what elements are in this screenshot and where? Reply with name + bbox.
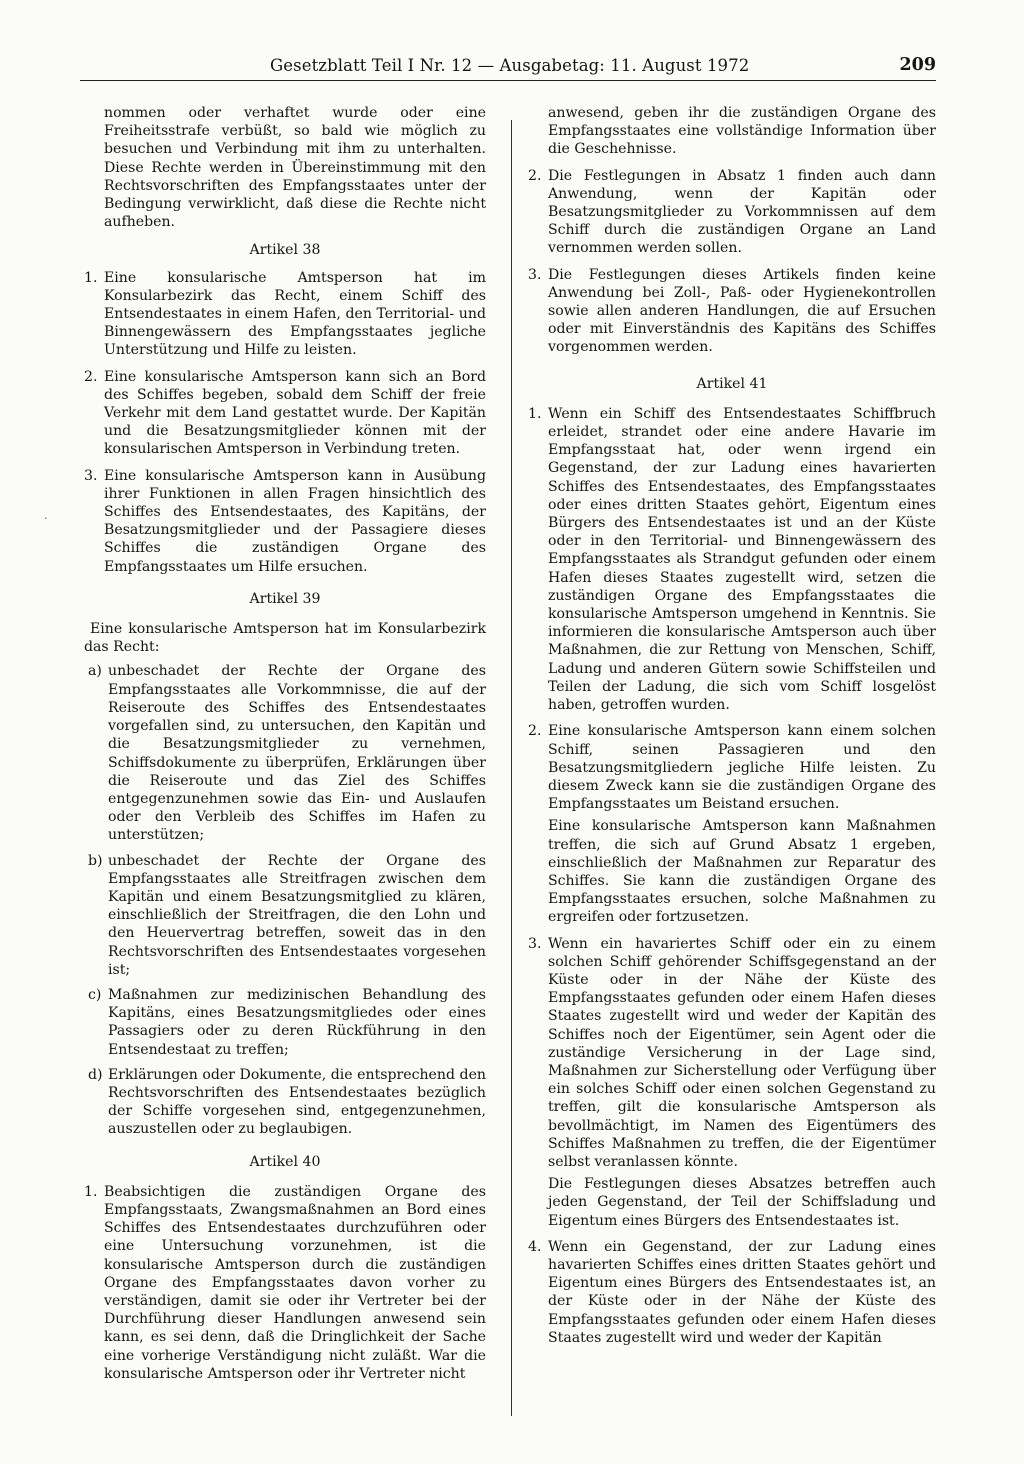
article-40-item <box>528 266 936 357</box>
item-number: 1. <box>528 405 542 422</box>
article-38-item <box>84 467 486 576</box>
page-number: 209 <box>899 55 936 75</box>
article-41-heading: Artikel 41 <box>696 375 768 392</box>
item-text: Eine konsularische Amtsperson kann sich an Bord des Schiffes begeben, sobald dem Schiff der freie Verkehr mit dem Land gestattet wurde. Der Kapitän und die Besatzungsmitglieder können mit der konsularischen Amtsperson in Verbindung treten. <box>104 368 486 458</box>
item-number: 1. <box>84 269 98 286</box>
item-text: Die Festlegungen in Absatz 1 finden auch dann Anwendung, wenn der Kapitän oder Besatzungsmitglieder zu Vorkommnissen auf dem Schiff durch die zuständigen Organe an Land vernommen werden sollen. <box>548 167 936 257</box>
item-letter: b) <box>88 852 103 869</box>
item-text: Maßnahmen zur medizinischen Behandlung des Kapitäns, eines Besatzungsmitgliedes oder eines Passagiers oder zu deren Rückführung in den Entsendestaat zu treffen; <box>108 986 486 1058</box>
article-41-item <box>528 935 936 1172</box>
item-number: 4. <box>528 1238 542 1255</box>
column-divider <box>511 120 512 1416</box>
margin-mark: · <box>44 512 48 525</box>
article-39-item <box>84 662 486 844</box>
item-text: Eine konsularische Amtsperson hat im Konsularbezirk das Recht, einem Schiff des Entsendestaates in einem Hafen, den Territorial- und Binnengewässern des Empfangsstaates jegliche Unterstützung und Hilfe zu leisten. <box>104 269 486 359</box>
item-number: 1. <box>84 1183 98 1200</box>
item-text: Beabsichtigen die zuständigen Organe des Empfangsstaats, Zwangsmaßnahmen an Bord eines Schiffes des Entsendestaates durchzuführen oder eine Untersuchung vorzunehmen, ist die konsularische Amtsperson durch die zuständigen Organe des Empfangsstaates davon vorher zu verständigen, damit sie oder ihr Vertreter bei der Durchführung dieser Handlungen anwesend sein kann, es sei denn, daß die Dringlichkeit der Sache eine vorherige Verständigung nicht zuläßt. War die konsularische Amtsperson oder ihr Vertreter nicht <box>104 1183 486 1382</box>
item-number: 3. <box>528 935 542 952</box>
item-text: Eine konsularische Amtsperson kann einem solchen Schiff, seinen Passagieren und den Besatzungsmitgliedern jegliche Hilfe leisten. Zu diesem Zweck kann sie die zuständigen Organe des Empfangsstaates um Beistand ersuchen. <box>548 723 936 813</box>
item-text: Wenn ein Schiff des Entsendestaates Schiffbruch erleidet, strandet oder eine andere Havarie im Empfangsstaat hat, oder wenn irgend ein Gegenstand, der zur Ladung eines havarierten Schiffes des Entsendestaates, des Empfangsstaates oder eines dritten Staates gehört, Eigentum eines Bürgers des Entsendestaates ist und an der Küste oder in den Territorial- und Binnengewässern des Empfangsstaates als Strandgut gefunden oder einem Hafen dieses Staates zugestellt wird, setzen die zuständigen Organe des Empfangsstaates die konsularische Amtsperson umgehend in Kenntnis. Sie informieren die konsularische Amtsperson auch über Maßnahmen, die zur Rettung von Menschen, Schiff, Ladung und anderen Gütern sowie Schiffsteilen und Teilen der Ladung, die sich vom Schiff losgelöst haben, getroffen wurden. <box>548 405 936 714</box>
article-39-heading: Artikel 39 <box>249 590 321 607</box>
article-41-item <box>528 405 936 714</box>
article-39-intro: Eine konsularische Amtsperson hat im Konsularbezirk das Recht: <box>84 621 486 656</box>
article-41-item <box>528 1238 936 1347</box>
article-40-item <box>528 104 936 159</box>
article-38-item <box>84 269 486 360</box>
item-text: unbeschadet der Rechte der Organe des Empfangsstaates alle Streitfragen zwischen dem Kapitän und einem Besatzungsmitglied zu klären, einschließlich der Streitfragen, die den Lohn und den Heuervertrag betreffen, soweit das in den Rechtsvorschriften des Entsendestaates vorgesehen ist; <box>108 852 486 978</box>
item-letter: a) <box>88 663 102 680</box>
article-41-paragraph: Die Festlegungen dieses Absatzes betreffen auch jeden Gegenstand, der Teil der Schiffsladung und Eigentum eines Bürgers des Entsendestaates ist. <box>548 1176 936 1229</box>
header-title: Gesetzblatt Teil I Nr. 12 — Ausgabetag: 11. August 1972 <box>270 56 750 75</box>
article-41-paragraph: Eine konsularische Amtsperson kann Maßnahmen treffen, die sich auf Grund Absatz 1 ergeben, einschließlich der Maßnahmen zur Reparatur des Schiffes. Sie kann die zuständigen Organe des Empfangsstaates ersuchen, solche Maßnahmen zu ergreifen oder fortzusetzen. <box>548 818 936 926</box>
article-41-item <box>528 722 936 813</box>
item-text: unbeschadet der Rechte der Organe des Empfangsstaates alle Vorkommnisse, die auf der Reiseroute des Schiffes des Entsendestaates vorgefallen sind, zu untersuchen, den Kapitän und die Besatzungsmitglieder zu vernehmen, Schiffsdokumente zu überprüfen, Erklärungen über die Reiseroute und das Ziel des Schiffes entgegenzunehmen sowie das Ein- und Auslaufen oder den Verbleib des Schiffes im Hafen zu unterstützen; <box>108 663 486 844</box>
item-text: anwesend, geben ihr die zuständigen Organe des Empfangsstaates eine vollständige Information über die Geschehnisse. <box>548 105 936 158</box>
item-number: 3. <box>84 467 98 484</box>
item-number: 3. <box>528 266 542 283</box>
left-column <box>84 104 486 1391</box>
article-39-item <box>84 1066 486 1139</box>
article-39-item <box>84 852 486 979</box>
article-38-heading: Artikel 38 <box>249 242 321 259</box>
item-text: Die Festlegungen dieses Artikels finden keine Anwendung bei Zoll-, Paß- oder Hygienekontrollen sowie allen anderen Handlungen, die auf Ersuchen oder mit Einverständnis des Kapitäns des Schiffes vorgenommen werden. <box>548 266 936 356</box>
article-39-item <box>84 986 486 1059</box>
article-40-heading: Artikel 40 <box>249 1153 321 1170</box>
article-38-item <box>84 368 486 459</box>
item-number: 2. <box>84 368 98 385</box>
item-text: Wenn ein Gegenstand, der zur Ladung eines havarierten Schiffes eines dritten Staates gehört und Eigentum eines Bürgers des Entsendestaates ist, an der Küste oder in der Nähe der Küste des Empfangsstaates gefunden oder einem Hafen dieses Staates zugestellt wird und weder der Kapitän <box>548 1238 936 1346</box>
right-column <box>528 104 936 1355</box>
item-text: Erklärungen oder Dokumente, die entsprechend den Rechtsvorschriften des Entsendestaates bezüglich der Schiffe vorgesehen sind, entgegenzunehmen, auszustellen oder zu beglaubigen. <box>108 1066 486 1138</box>
item-letter: c) <box>88 986 102 1003</box>
item-number: 2. <box>528 723 542 740</box>
item-text: Wenn ein havariertes Schiff oder ein zu einem solchen Schiff gehörender Schiffsgegenstand an der Küste oder in der Nähe der Küste des Empfangsstaates gefunden oder einem Hafen dieses Staates zugestellt wird und weder der Kapitän des Schiffes noch der Eigentümer, sein Agent oder die zuständige Versicherung in der Lage sind, Maßnahmen zur Sicherstellung oder Verfügung über ein solches Schiff oder einen solchen Gegenstand zu treffen, gilt die konsularische Amtsperson als bevollmächtigt, im Namen des Eigentümers des Schiffes Maßnahmen zu treffen, die der Eigentümer selbst veranlassen könnte. <box>548 935 936 1170</box>
item-text: Eine konsularische Amtsperson kann in Ausübung ihrer Funktionen in allen Fragen hinsichtlich des Schiffes des Entsendestaates, des Kapitäns, der Besatzungsmitglieder und der Passagiere dieses Schiffes die zuständigen Organe des Empfangsstaates um Hilfe ersuchen. <box>104 467 486 575</box>
item-number <box>528 104 548 159</box>
item-number: 2. <box>528 167 542 184</box>
page-header <box>80 56 936 81</box>
article-40-item <box>84 1183 486 1383</box>
item-letter: d) <box>88 1066 103 1083</box>
article-40-item <box>528 167 936 258</box>
intro-paragraph: nommen oder verhaftet wurde oder eine Freiheitsstrafe verbüßt, so bald wie möglich zu besuchen und Verbindung mit ihm zu unterhalten. Diese Rechte werden in Übereinstimmung mit den Rechtsvorschriften des Empfangsstaates unter der Bedingung verwirklicht, daß diese die Rechte nicht aufheben. <box>104 105 486 231</box>
